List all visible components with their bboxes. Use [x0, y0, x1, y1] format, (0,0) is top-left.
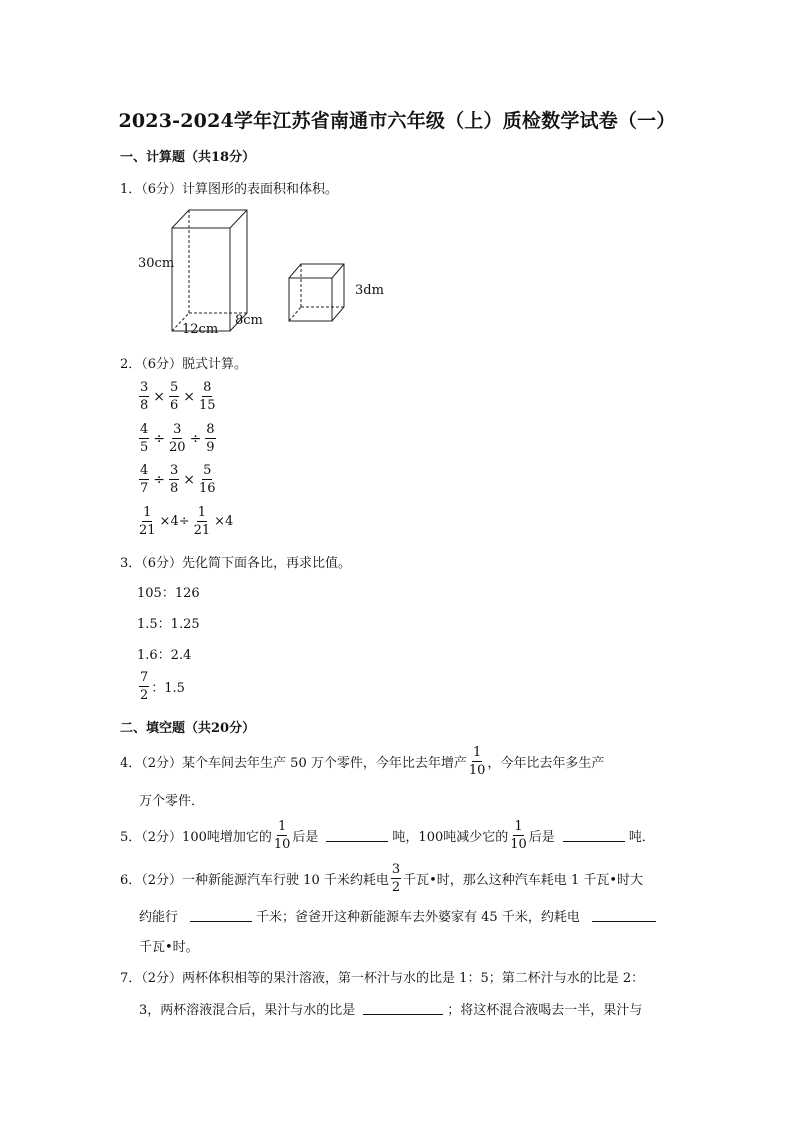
- q2-expression-3: $\frac{4}{7}$ ÷ $\frac{3}{8}$ × $\frac{5}{16}$: [140, 463, 216, 496]
- fraction: $\frac{5}{16}$: [199, 463, 216, 496]
- fraction: $\frac{1}{10}$: [468, 745, 486, 778]
- fraction: $\frac{3}{8}$: [140, 380, 149, 413]
- answer-blank[interactable]: [563, 829, 625, 842]
- answer-blank[interactable]: [363, 1002, 443, 1015]
- fraction: $\frac{1}{21}$: [139, 505, 156, 538]
- question-5-line: 5．（2分）100吨增加它的 $\frac{1}{10}$ 后是 吨，100吨减少它的 $\frac{1}{10}$ 后是 吨．: [120, 819, 655, 852]
- q2-expression-4: $\frac{1}{21}$ ×4÷ $\frac{1}{21}$ ×4: [139, 505, 234, 538]
- page-title: 2023-2024学年江苏省南通市六年级（上）质检数学试卷（一）: [118, 110, 676, 132]
- cube-shape: [289, 264, 344, 321]
- ratio-2: 1.5：1.25: [137, 617, 200, 632]
- answer-blank[interactable]: [190, 909, 252, 922]
- section-heading-1: 一、计算题（共18分）: [120, 150, 256, 165]
- fraction: $\frac{3}{2}$: [391, 862, 401, 895]
- cuboid-height-label: 30cm: [138, 256, 175, 271]
- question-6-line-2: 约能行 千米；爸爸开这种新能源车去外婆家有 45 千米，约耗电: [139, 906, 656, 925]
- question-4-line-1: 4．（2分）某个车间去年生产 50 万个零件，今年比去年增产 $\frac{1}{10}$ ，今年比去年多生产: [120, 745, 605, 778]
- fraction: $\frac{3}{20}$: [169, 422, 186, 455]
- question-4-line-2: 万个零件．: [139, 794, 205, 809]
- ratio-1: 105：126: [137, 586, 200, 601]
- section-heading-2: 二、填空题（共20分）: [120, 721, 256, 736]
- cube-edge-label: 3dm: [355, 283, 384, 298]
- fraction: $\frac{8}{15}$: [199, 380, 216, 413]
- question-2-text: 2．（6分）脱式计算。: [120, 357, 248, 372]
- q1-figure: [137, 206, 385, 338]
- cuboid-width-label: 8cm: [235, 313, 263, 328]
- fraction: $\frac{1}{10}$: [273, 819, 291, 852]
- fraction: $\frac{5}{6}$: [170, 380, 179, 413]
- fraction: $\frac{3}{8}$: [170, 463, 179, 496]
- cuboid-length-label: 12cm: [182, 322, 219, 337]
- question-6-line-1: 6．（2分）一种新能源汽车行驶 10 千米约耗电 $\frac{3}{2}$ 千瓦•时，那么这种汽车耗电 1 千瓦•时大: [120, 862, 644, 895]
- fraction: $\frac{4}{5}$: [140, 422, 149, 455]
- question-6-line-3: 千瓦•时。: [139, 940, 199, 955]
- q2-expression-2: $\frac{4}{5}$ ÷ $\frac{3}{20}$ ÷ $\frac{8}{9}$: [140, 422, 215, 455]
- q2-expression-1: $\frac{3}{8}$ × $\frac{5}{6}$ × $\frac{8}{15}$: [140, 380, 216, 413]
- ratio-4: $\frac{7}{2}$ ：1.5: [140, 670, 185, 703]
- question-1-text: 1．（6分）计算图形的表面积和体积。: [120, 182, 339, 197]
- answer-blank[interactable]: [592, 909, 656, 922]
- question-7-line-2: 3，两杯溶液混合后，果汁与水的比是 ；将这杯混合液喝去一半，果汁与: [139, 1003, 643, 1018]
- answer-blank[interactable]: [326, 829, 388, 842]
- fraction: $\frac{4}{7}$: [140, 463, 149, 496]
- ratio-3: 1.6：2.4: [137, 648, 192, 663]
- question-3-text: 3．（6分）先化简下面各比，再求比值。: [120, 556, 352, 571]
- question-7-line-1: 7．（2分）两杯体积相等的果汁溶液，第一杯汁与水的比是 1：5；第二杯汁与水的比是 2：: [120, 971, 645, 986]
- fraction: $\frac{1}{21}$: [193, 505, 211, 538]
- fraction: $\frac{7}{2}$: [140, 670, 149, 703]
- fraction: $\frac{1}{10}$: [510, 819, 527, 852]
- fraction: $\frac{8}{9}$: [206, 422, 215, 455]
